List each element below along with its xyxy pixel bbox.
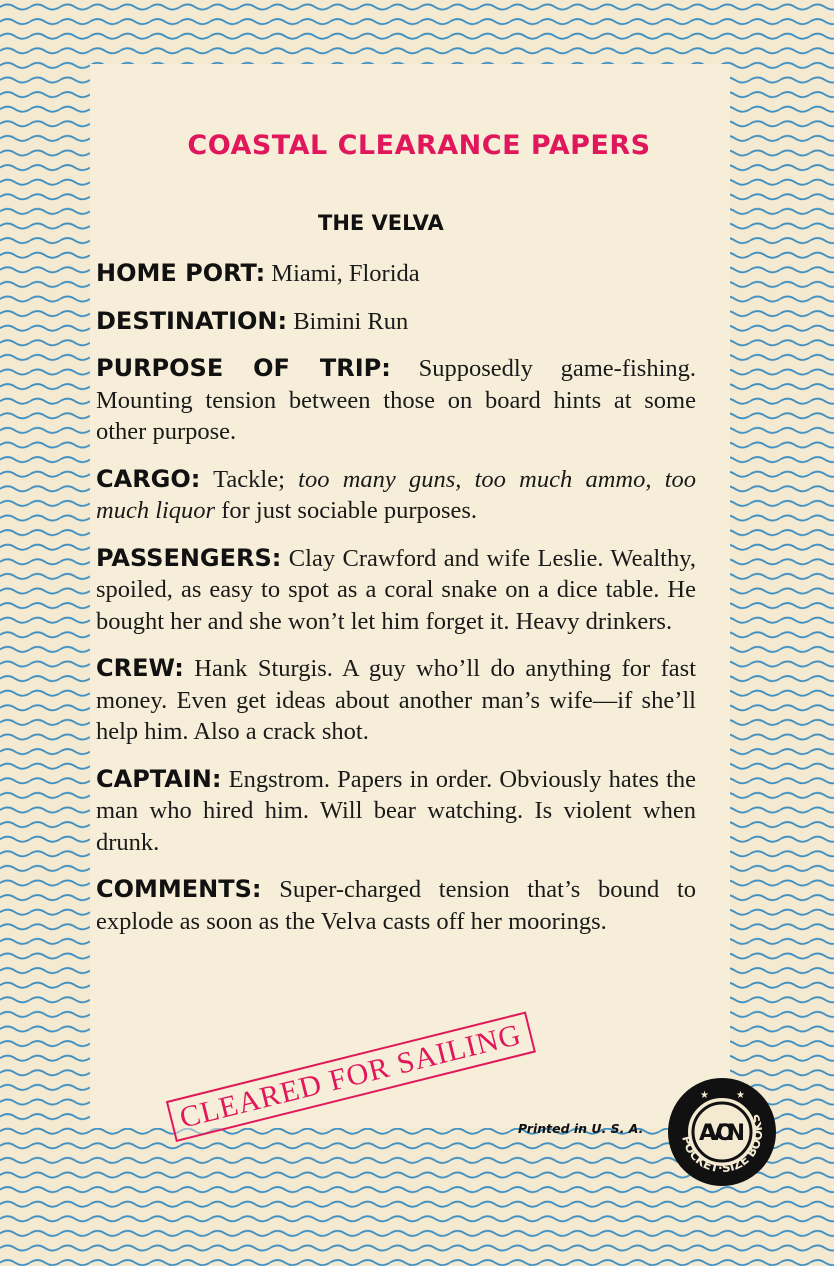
field-text: Tackle; xyxy=(213,465,299,493)
printed-in-usa: Printed in U. S. A. xyxy=(518,1121,644,1136)
field-text: Hank Sturgis. A guy who’ll do anything for fast money. Even get ideas about another man’s wife—if she’ll help him. Also a crack shot. xyxy=(96,655,697,745)
field-label: PURPOSE OF TRIP: xyxy=(96,354,391,382)
field-passengers xyxy=(96,543,696,638)
field-destination xyxy=(96,306,696,338)
field-label: PASSENGERS: xyxy=(96,543,282,572)
field-text: Supposedly game-fishing. Mounting tension between those on board hints at some other purpose. xyxy=(96,355,696,445)
field-label: HOME PORT: xyxy=(96,259,266,287)
field-label: CARGO: xyxy=(96,464,201,493)
field-label: COMMENTS: xyxy=(96,875,262,903)
field-label: DESTINATION: xyxy=(96,306,288,335)
field-home-port xyxy=(96,258,696,290)
svg-text:POCKET·SIZE BOOKS: POCKET·SIZE BOOKS xyxy=(679,1112,766,1176)
field-text-italic: too many guns, too much ammo, too much liquor xyxy=(96,465,697,524)
field-label: CAPTAIN: xyxy=(96,764,222,793)
field-comments xyxy=(96,874,696,937)
svg-text:AVON: AVON xyxy=(699,1121,745,1146)
field-text: Miami, Florida xyxy=(271,260,420,287)
field-text: Super-charged tension that’s bound to explode as soon as the Velva casts off her moorings. xyxy=(96,876,697,935)
clearance-fields xyxy=(96,258,696,953)
field-text: Clay Crawford and wife Leslie. Wealthy, spoiled, as easy to spot as a coral snake on a dice table. He bought her and she won’t let him forget it. Heavy drinkers. xyxy=(96,544,696,635)
avon-logo xyxy=(666,1076,778,1188)
cleared-stamp: CLEARED FOR SAILING xyxy=(166,1012,536,1142)
field-text: for just sociable purposes. xyxy=(215,497,478,524)
svg-text:★: ★ xyxy=(736,1090,745,1101)
field-label: CREW: xyxy=(96,654,184,682)
field-text: Bimini Run xyxy=(293,307,409,335)
field-text: Engstrom. Papers in order. Obviously hates the man who hired him. Will bear watching. Is violent when drunk. xyxy=(96,765,697,856)
field-crew xyxy=(96,653,696,748)
svg-text:★: ★ xyxy=(700,1090,709,1101)
field-purpose xyxy=(96,353,696,448)
ship-name: THE VELVA xyxy=(318,211,444,235)
field-captain xyxy=(96,764,696,859)
page-title: COASTAL CLEARANCE PAPERS xyxy=(187,130,651,161)
field-cargo xyxy=(96,464,696,527)
